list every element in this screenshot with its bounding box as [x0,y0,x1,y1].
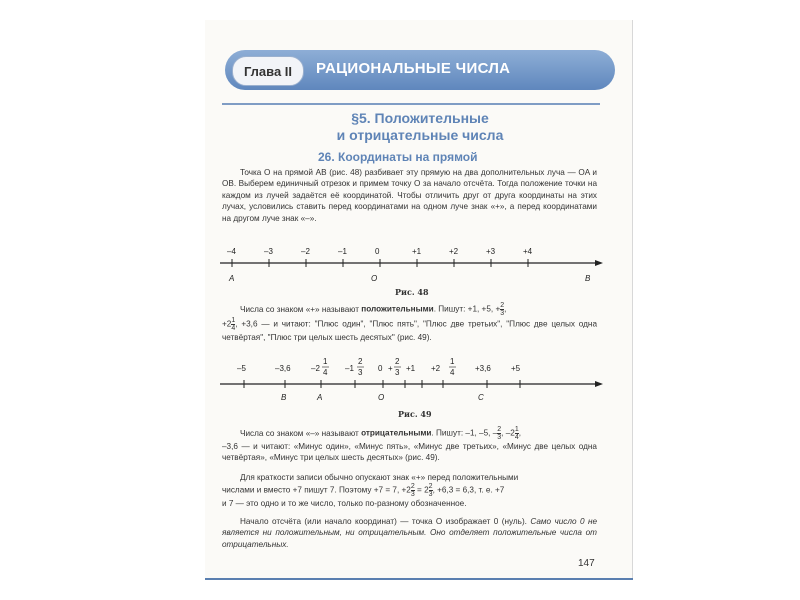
chapter-title: РАЦИОНАЛЬНЫЕ ЧИСЛА [316,60,511,77]
frac-a-num: 1 [323,357,328,366]
frac-a-den: 4 [323,368,328,377]
brevity-line2-c: , +6,3 = 6,3, т. е. +7 [432,486,505,496]
figure-49-number-line [215,352,605,407]
label-plus: + [388,364,393,373]
page-edge [632,20,633,580]
positive-line2-a: +2 [222,319,232,329]
point-b-label: B [281,393,287,402]
subsection-title: 26. Координаты на прямой [318,150,478,164]
label-neg2: –2 [311,364,320,373]
point-o-label: O [378,393,385,402]
fraction-num: 2 [410,483,415,491]
tick-label: –1 [338,247,347,256]
frac-d-num: 1 [450,357,455,366]
fraction-num: 1 [231,317,236,324]
point-o-label: O [371,274,378,283]
page-number: 147 [578,558,595,569]
tick-label: –3 [264,247,273,256]
tick-label: –4 [227,247,236,256]
frac-b-num: 2 [358,357,363,366]
negative-text-b: . Пишут: –1, –5, – [431,428,498,438]
origin-italic: Само число 0 не является ни положительным, ни отрицательным. Оно отделяет положительные числа от отрицательных. [222,517,598,549]
label-plus5: +5 [511,364,521,373]
fraction [500,302,504,317]
brevity-line2-b: = 2 [414,486,429,496]
frac-c-den: 3 [395,368,400,377]
divider [222,103,600,105]
section-title-line1: §5. Положительные [351,110,489,126]
page-bottom-rule [205,578,633,580]
positive-line2-b: , +3,6 — и читают: "Плюс один", "Плюс пять", "Плюс две третьих", "Плюс две целых одна четвёртая", "Плюс три целых шесть десятых" (рис. 49). [222,319,597,342]
positive-text-b: . Пишут: +1, +5, + [433,304,501,314]
brevity-line3: и 7 — это одно и то же число, только по-разному обозначенное. [222,499,467,509]
fraction-num: 2 [500,302,505,309]
positive-text-a: Числа со знаком «+» называют [240,304,362,314]
frac-d-den: 4 [450,368,455,377]
fraction-den: 3 [500,310,505,317]
point-a-label: A [317,393,323,402]
negative-term: отрицательными [361,428,432,438]
point-a-label: A [229,274,235,283]
section-title-line2: и отрицательные числа [336,127,504,143]
section-title [300,110,540,144]
intro-paragraph: Точка O на прямой AB (рис. 48) разбивает эту прямую на два дополнительных луча — OA и OB. Выберем единичный отрезок и примем точку O за начало отсчёта. Тогда положение точки на каждом из лучей задаётся её координатой. Чтобы отличить друг от друга координаты на этих лучах, условились ставить перед координатами на одном луче знак «+», а перед координатами на другом луче знак «–». [222,168,597,223]
fraction-den: 3 [497,434,502,441]
tick-label: +4 [523,247,533,256]
chapter-label: Глава II [232,56,304,86]
negative-text-c: , –2 [501,428,515,438]
fraction-num: 2 [428,483,433,491]
label-plus1: +1 [406,364,416,373]
label-neg5: –5 [237,364,246,373]
brevity-line2-a: числами и вместо +7 пишут 7. Поэтому +7 = 7, +2 [222,486,411,496]
tick-label: +2 [449,247,459,256]
fraction-num: 2 [497,426,502,433]
label-zero: 0 [378,364,383,373]
figure-49-labels [237,357,521,377]
fraction-num: 1 [514,426,519,433]
tick-label: +3 [486,247,496,256]
negative-line2: –3,6 — и читают: «Минус один», «Минус пять», «Минус две третьих», «Минус две целых одна четвёртая», «Минус три целых шесть десятых» (рис. 49). [222,442,597,463]
tick-label: 0 [375,247,380,256]
fraction-den: 3 [428,491,433,499]
label-neg36: –3,6 [275,364,291,373]
figure-48-caption: Рис. 48 [395,287,429,297]
positive-term: положительными [361,304,434,314]
negative-paragraph: Числа со знаком «–» называют отрицательными. Пишут: –1, –5, – $\frac{2}{3}$ , –2 $\frac{1}{4}$ , –3,6 — и читают: «Минус один», «Минус пять», «Минус две третьих», «Минус две целых одна четвёртая», «Минус три целых шесть десятых» (рис. 49). [222,426,597,463]
brevity-paragraph [222,472,597,510]
frac-b-den: 3 [358,368,363,377]
origin-line1: Начало отсчёта (или начало координат) — точка O изображает 0 (нуль). [240,517,527,526]
label-neg1: –1 [345,364,354,373]
fraction [515,426,519,441]
label-plus36: +3,6 [475,364,491,373]
origin-paragraph [222,516,597,550]
tick-label: +1 [412,247,422,256]
fraction-den: 4 [231,325,236,332]
frac-c-num: 2 [395,357,400,366]
figure-49-caption: Рис. 49 [398,409,432,419]
positive-paragraph: Числа со знаком «+» называют положительными. Пишут: +1, +5, + $\frac{2}{3}$ , +2 $\frac{1}{4}$ , +3,6 — и читают: "Плюс один", "Плюс пять", "Плюс две третьих", "Плюс две целых одна четвёртая", "Плюс три целых шесть десятых" (рис. 49). [222,302,597,342]
fraction-den: 4 [514,434,519,441]
brevity-line1: Для краткости записи обычно опускают знак «+» перед положительными [240,473,519,482]
point-b-label: B [585,274,591,283]
tick-label: –2 [301,247,310,256]
label-plus2: +2 [431,364,441,373]
negative-text-a: Числа со знаком «–» называют [240,428,362,438]
fraction-den: 3 [410,491,415,499]
point-c-label: C [478,393,484,402]
